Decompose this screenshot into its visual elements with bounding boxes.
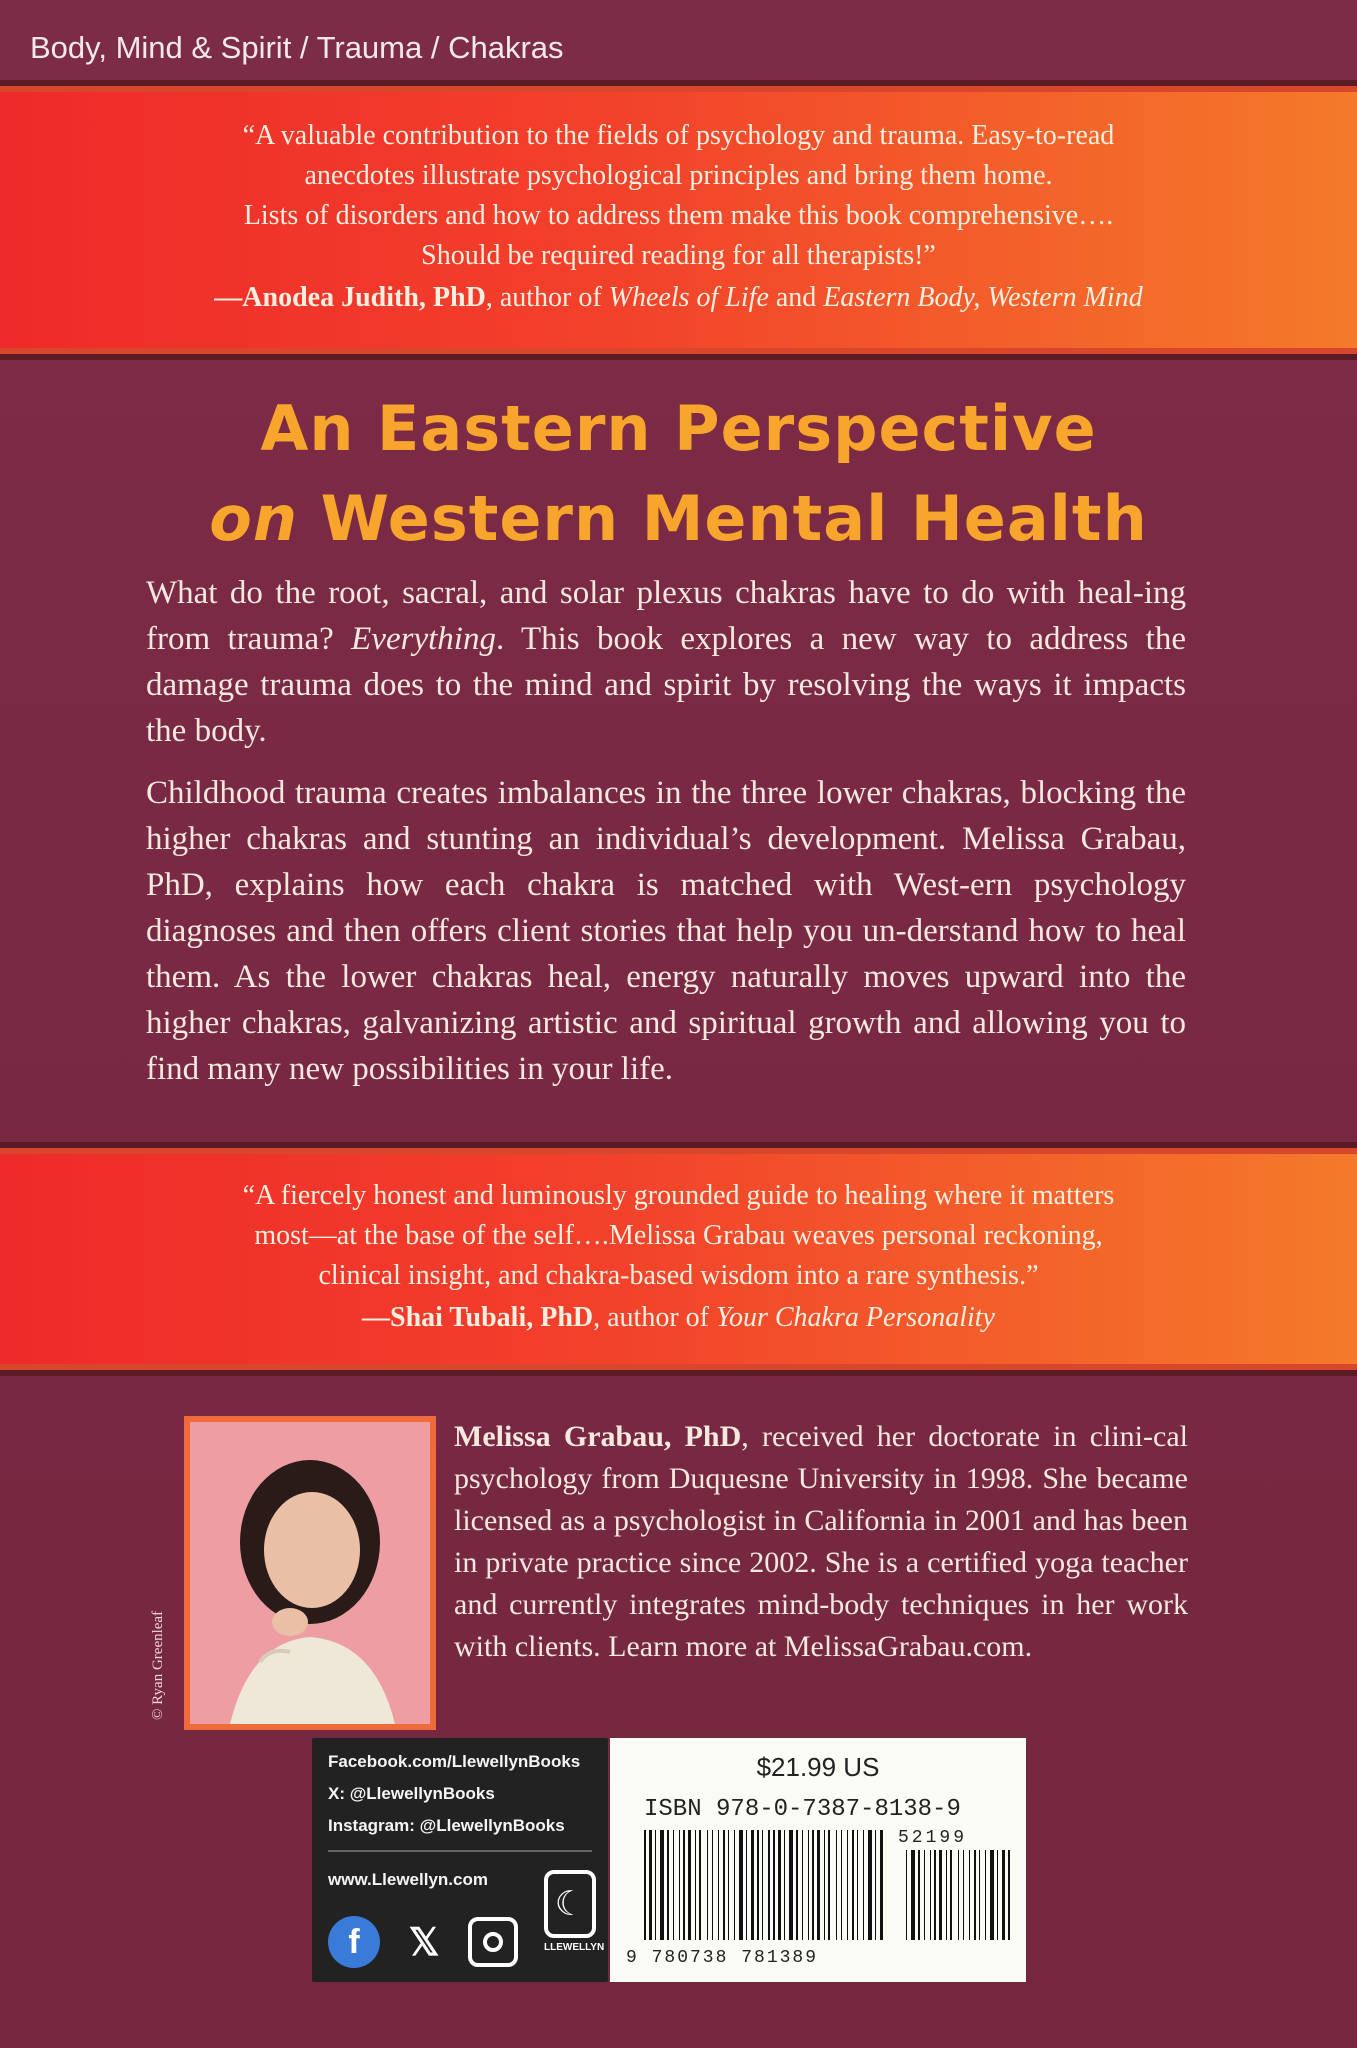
quote-line: “A fiercely honest and luminously grounded guide to healing where it matters [242,1180,1115,1211]
barcode-bar [699,1830,701,1940]
instagram-icon[interactable] [468,1917,518,1967]
barcode-bar [762,1830,763,1940]
barcode-bar [812,1830,814,1940]
barcode-bar [836,1830,837,1940]
website-link[interactable]: www.Llewellyn.com [328,1870,488,1889]
category-label: Body, Mind & Spirit / Trauma / Chakras [30,30,564,65]
barcode-bar [660,1830,664,1940]
attribution-name: —Shai Tubali, PhD [362,1302,594,1333]
barcode-addon-bar [911,1850,915,1940]
barcode-label [610,1738,1026,1982]
barcode-bar [863,1830,864,1940]
facebook-icon[interactable]: f [328,1916,380,1968]
top-quote [0,116,1357,318]
attribution-work: Wheels of Life [608,282,769,313]
publisher-social-box [312,1738,608,1982]
barcode-addon: 52199 [898,1828,968,1848]
author-portrait-illustration [190,1422,430,1724]
barcode-addon-bar [997,1850,998,1940]
barcode-bar [739,1830,743,1940]
description-text: What do the root, sacral, and solar plexus chakras have to do with heal-ing from trauma? [146,575,1186,657]
barcode-addon-bar [906,1850,907,1940]
quote-attribution [0,1298,1357,1338]
social-icons [328,1916,518,1968]
barcode-addon-bar [969,1850,970,1940]
barcode-bar [789,1830,793,1940]
barcode-addon-bar [939,1850,942,1940]
barcode-addon-bar [930,1850,931,1940]
isbn: ISBN 978-0-7387-8138-9 [644,1796,961,1823]
barcode-bar [778,1830,781,1940]
barcode-bar [655,1830,656,1940]
author-photo [184,1416,436,1730]
x-handle[interactable]: X: @LlewellynBooks [328,1784,495,1803]
barcode-addon-bar [946,1850,947,1940]
publisher-logo-text: LLEWELLYN [544,1942,605,1953]
attribution-name: —Anodea Judith, PhD [214,282,486,313]
author-bio [454,1416,1188,1668]
barcode-bar [718,1830,719,1940]
description-emphasis: Everything [351,621,496,657]
headline-line-1: An Eastern Perspective [260,392,1097,465]
barcode-bar [649,1830,652,1940]
barcode-bar [688,1830,691,1940]
description-text: . This book explores a new way to address the damage trauma does to the mind and spirit by resolving the ways it impacts the body. [146,621,1186,749]
barcode-bar [828,1830,830,1940]
barcode-bar [679,1830,680,1940]
divider [328,1850,592,1852]
barcode-bar [644,1830,646,1940]
barcode-addon-bar [1002,1850,1005,1940]
quote-attribution [0,278,1357,318]
barcode-addon-bar [963,1850,964,1940]
barcode-bar [802,1830,803,1940]
barcode-addon-bar [990,1850,994,1940]
barcode-bar [875,1830,876,1940]
barcode-bar [880,1830,883,1940]
headline-line-2 [0,482,1357,555]
attribution-mid: , author of [485,282,609,313]
barcode-bar [841,1830,842,1940]
quote-line: most—at the base of the self….Melissa Grabau weaves personal reckoning, [254,1220,1103,1251]
bio-text: , received her doctorate in clini-cal psychology from Duquesne University in 1998. She became licensed as a psychologist in California in 2001 and has been in private practice since 2002. She is a certified yoga teacher and currently integrates mind-body techniques in her work with clients. Learn more at MelissaGrabau.com. [454,1420,1188,1663]
barcode-addon-bar [950,1850,952,1940]
barcode-bar [817,1830,820,1940]
barcode-bar [751,1830,754,1940]
barcode-bar [857,1830,858,1940]
barcode-addon-bar [985,1850,986,1940]
barcode-bar [852,1830,854,1940]
attribution-work: Eastern Body, Western Mind [823,282,1143,313]
barcode-bar [784,1830,785,1940]
barcode-bar [734,1830,735,1940]
barcode-bar [773,1830,775,1940]
moon-icon: ☾ [544,1870,596,1938]
barcode-digits: 9 780738 781389 [626,1948,819,1968]
barcode-addon-bar [918,1850,920,1940]
barcode-bar [673,1830,674,1940]
x-icon[interactable]: 𝕏 [408,1921,440,1964]
headline-rest: Western Mental Health [298,482,1148,555]
description-paragraph-2: Childhood trauma creates imbalances in the three lower chakras, blocking the higher chakras and stunting an individual’s development. Melissa Grabau, PhD, explains how each chakra is matched with West-ern psychology diagnoses and then offers client stories that help you un-derstand how to heal them. As the lower chakras heal, energy naturally moves upward into the higher chakras, galvanizing artistic and spiritual growth and allowing you to find many new possibilities in your life. [146,775,1186,1087]
barcode-bar [695,1830,696,1940]
barcode-addon-bar [934,1850,936,1940]
barcode-addon-bar [1008,1850,1010,1940]
quote-line: Should be required reading for all therapists!” [421,240,936,271]
barcode-bar [667,1830,669,1940]
quote-line: anecdotes illustrate psychological principles and bring them home. [304,160,1053,191]
photo-credit: © Ryan Greenleaf [150,1610,166,1720]
instagram-handle[interactable]: Instagram: @LlewellynBooks [328,1816,565,1835]
quote-line: “A valuable contribution to the fields of psychology and trauma. Easy-to-read [242,120,1115,151]
quote-line: Lists of disorders and how to address them make this book comprehensive…. [243,200,1114,231]
price: $21.99 US [756,1752,880,1782]
quote-line: clinical insight, and chakra-based wisdom into a rare synthesis.” [318,1260,1039,1291]
author-name: Melissa Grabau, PhD [454,1420,742,1453]
barcode-bar [728,1830,729,1940]
barcode-bar [757,1830,759,1940]
barcode-bar [868,1830,872,1940]
barcode-bar [824,1830,825,1940]
attribution-and: and [768,282,824,313]
barcode-bar [768,1830,770,1940]
barcode-bar [746,1830,747,1940]
publisher-logo [544,1870,605,1966]
bottom-quote [0,1176,1357,1338]
barcode-bars [644,1830,1014,1950]
barcode-bar [683,1830,685,1940]
barcode-bar [707,1830,708,1940]
barcode-addon-bar [924,1850,925,1940]
barcode-addon-bar [974,1850,976,1940]
barcode-bar [808,1830,809,1940]
barcode-addon-bar [979,1850,980,1940]
description-paragraph-1 [146,570,1186,754]
attribution-work: Your Chakra Personality [715,1302,995,1333]
barcode-bar [723,1830,725,1940]
attribution-mid: , author of [593,1302,716,1333]
headline-on: on [209,482,298,555]
barcode-bar [712,1830,713,1940]
barcode-addon-bar [958,1850,959,1940]
barcode-bar [796,1830,798,1940]
barcode-bar [847,1830,848,1940]
facebook-link[interactable]: Facebook.com/LlewellynBooks [328,1752,581,1771]
